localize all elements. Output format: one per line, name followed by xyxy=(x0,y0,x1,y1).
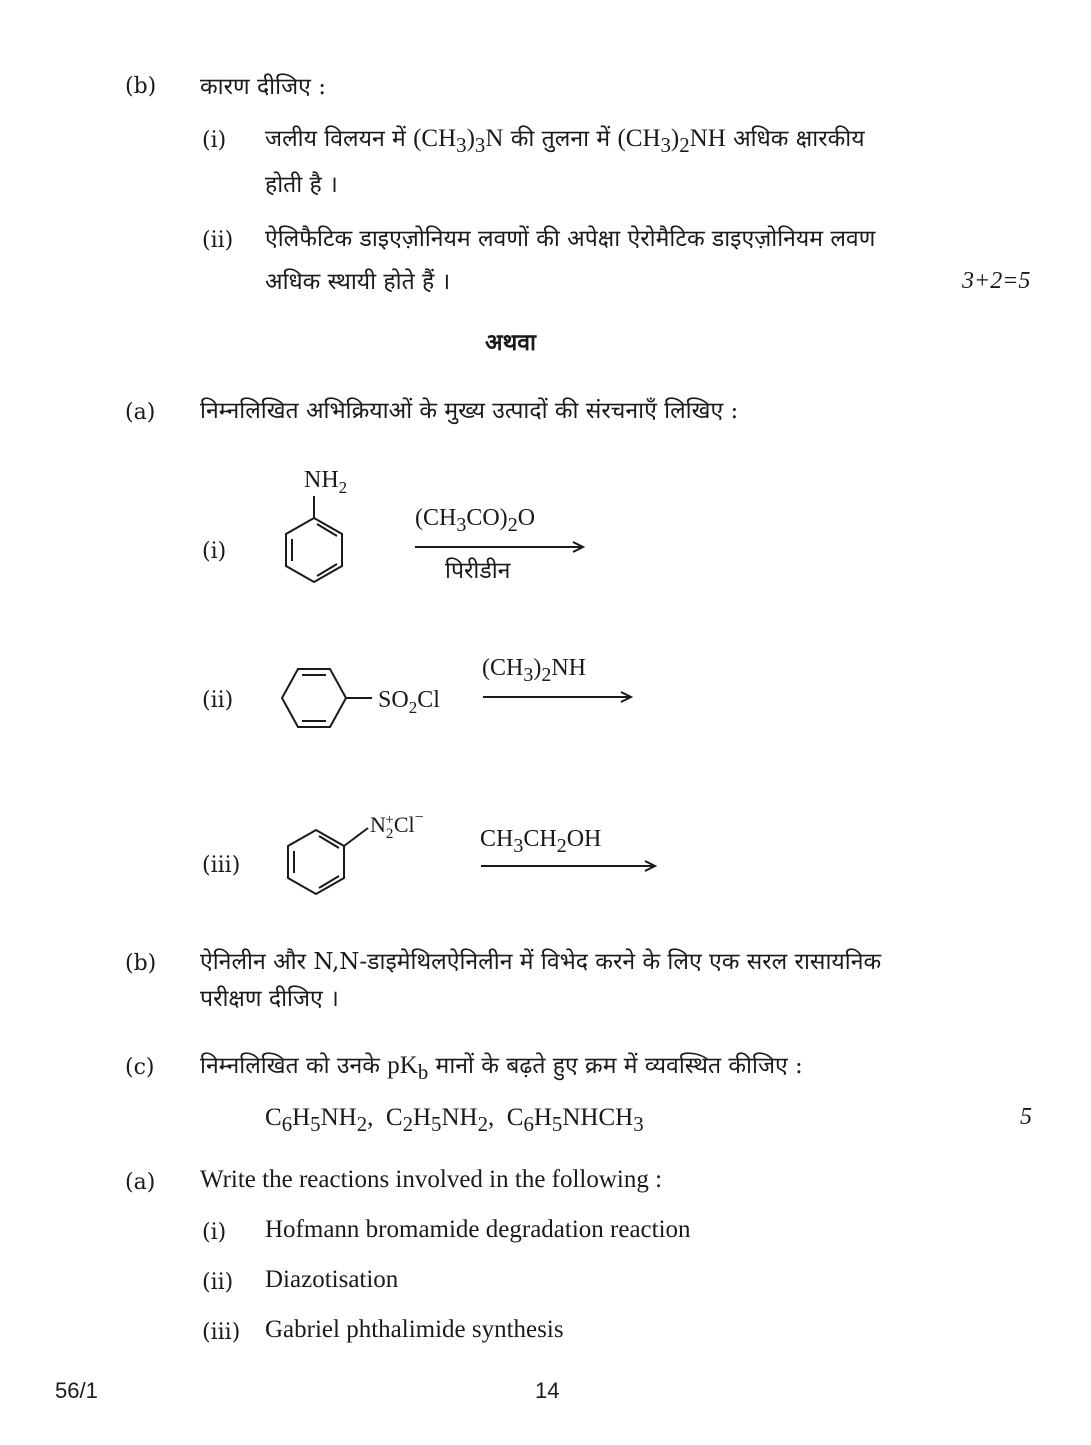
q-b-i-line2: होती है । xyxy=(265,172,338,198)
alt-c-marks: 5 xyxy=(1020,1104,1032,1130)
q-b-title: कारण दीजिए : xyxy=(200,74,326,100)
q-b-i-line1: जलीय विलयन में $(CH_3)_3N$ की तुलना में $(CH_3)_2NH$ अधिक क्षारकीय xyxy=(265,125,865,157)
eng-a-item-text: Diazotisation xyxy=(265,1266,399,1293)
eng-a-item-label: (i) xyxy=(202,1220,227,1245)
alt-c-line1: निम्नलिखित को उनके $pK_b$ मानों के बढ़ते हुए क्रम में व्यवस्थित कीजिए : xyxy=(200,1052,803,1084)
alt-a-title: निम्नलिखित अभिक्रियाओं के मुख्य उत्पादों की संरचनाएँ लिखिए : xyxy=(200,398,739,424)
q-b-ii-line2: अधिक स्थायी होते हैं । xyxy=(265,269,451,295)
q-b-ii-line1: ऐलिफैटिक डाइएज़ोनियम लवणों की अपेक्षा ऐरोमैटिक डाइएज़ोनियम लवण xyxy=(265,226,876,252)
alt-a-label: (a) xyxy=(125,400,156,425)
reagent-acetic-anhydride: $(CH_3CO)_2O$ xyxy=(415,505,536,536)
alt-b-line1: ऐनिलीन और N,N-डाइमेथिलऐनिलीन में विभेद करने के लिए एक सरल रासायनिक xyxy=(200,949,882,975)
q-b-ii-label: (ii) xyxy=(202,228,234,253)
arrow-ii xyxy=(483,690,635,704)
eng-a-title: Write the reactions involved in the following : xyxy=(200,1166,663,1193)
benzenediazonium-chloride-structure xyxy=(280,808,460,898)
aniline-structure xyxy=(270,460,380,590)
eng-a-item-text: Hofmann bromamide degradation reaction xyxy=(265,1216,691,1243)
svg-text:NH2: $NH_2$ xyxy=(304,467,348,497)
q-b-marks: 3+2=5 xyxy=(962,268,1031,294)
paper-code: 56/1 xyxy=(55,1378,98,1403)
solvent-pyridine: पिरीडीन xyxy=(445,558,511,584)
eng-a-item-text: Gabriel phthalimide synthesis xyxy=(265,1316,564,1343)
reagent-dimethylamine: $(CH_3)_2NH$ xyxy=(482,655,587,686)
benzenesulfonyl-chloride-structure xyxy=(272,660,462,740)
alt-b-line2: परीक्षण दीजिए । xyxy=(200,986,339,1012)
svg-text:N2+Cl−: $N_2+Cl^-$ xyxy=(370,809,424,842)
arrow-i xyxy=(415,540,587,554)
eng-a-item-label: (iii) xyxy=(202,1320,241,1345)
reaction-iii-label: (iii) xyxy=(202,853,241,878)
reaction-ii-label: (ii) xyxy=(202,688,234,713)
alt-c-label: (c) xyxy=(125,1055,155,1080)
arrow-iii xyxy=(481,859,659,873)
q-b-label: (b) xyxy=(125,74,157,99)
q-b-i-label: (i) xyxy=(202,128,227,153)
svg-text:SO2Cl: $SO_2Cl$ xyxy=(378,687,440,717)
alt-b-label: (b) xyxy=(125,951,157,976)
or-heading: अथवा xyxy=(485,329,537,356)
eng-a-item-label: (ii) xyxy=(202,1270,234,1295)
alt-c-compounds: $C_6H_5NH_2$, $C_2H_5NH_2$, $C_6H_5NHCH_3$ xyxy=(265,1104,644,1136)
reaction-i-label: (i) xyxy=(202,539,227,564)
reagent-ethanol: $CH_3CH_2OH$ xyxy=(480,826,602,857)
eng-a-label: (a) xyxy=(125,1170,156,1195)
page-number: 14 xyxy=(535,1378,560,1403)
